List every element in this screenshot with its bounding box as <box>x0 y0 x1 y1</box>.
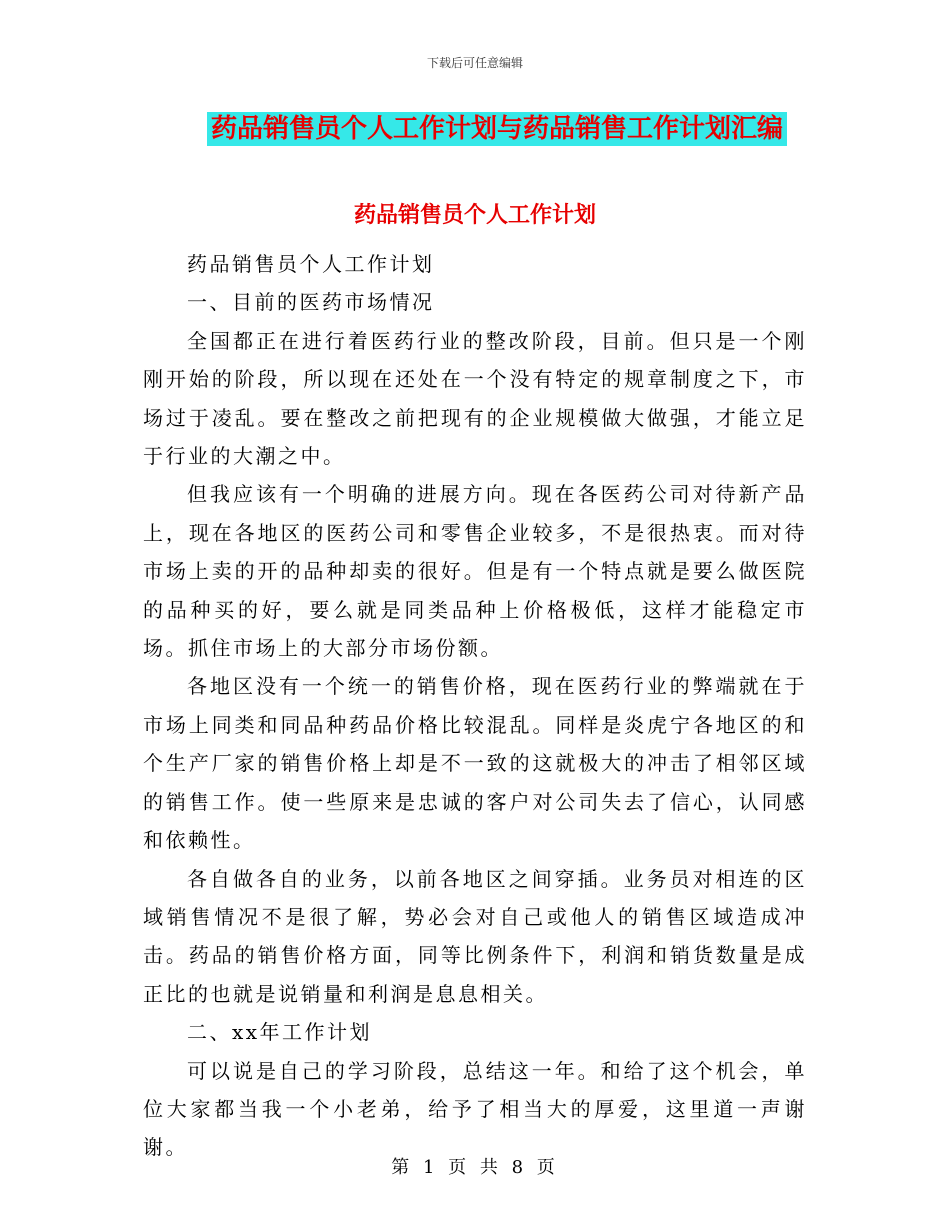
paragraph: 可以说是自己的学习阶段，总结这一年。和给了这个机会，单位大家都当我一个小老弟，给予了相当大的厚爱，这里道一声谢谢。 <box>143 1058 807 1160</box>
paragraph: 全国都正在进行着医药行业的整改阶段，目前。但只是一个刚刚开始的阶段，所以现在还处在一个没有特定的规章制度之下，市场过于凌乱。要在整改之前把现有的企业规模做大做强，才能立足于行业的大潮之中。 <box>143 328 807 469</box>
paragraph: 各地区没有一个统一的销售价格，现在医药行业的弊端就在于市场上同类和同品种药品价格比较混乱。同样是炎虎宁各地区的和个生产厂家的销售价格上却是不一致的这就极大的冲击了相邻区域的销售工作。使一些原来是忠诚的客户对公司失去了信心，认同感和依赖性。 <box>143 674 807 853</box>
section-heading-1: 一、目前的医药市场情况 <box>187 290 435 315</box>
paragraph: 各自做各自的业务，以前各地区之间穿插。业务员对相连的区域销售情况不是很了解，势必会对自己或他人的销售区域造成冲击。药品的销售价格方面，同等比例条件下，利润和销货数量是成正比的也就是说销量和利润是息息相关。 <box>143 866 807 1006</box>
header-note: 下载后可任意编辑 <box>426 56 523 70</box>
paragraph-heading: 药品销售员个人工作计划 <box>187 252 435 276</box>
main-title-container <box>0 112 950 146</box>
paragraph: 但我应该有一个明确的进展方向。现在各医药公司对待新产品上，现在各地区的医药公司和零售企业较多，不是很热衷。而对待市场上卖的开的品种却卖的很好。但是有一个特点就是要么做医院的品种买的好，要么就是同类品种上价格极低，这样才能稳定市场。抓住市场上的大部分市场份额。 <box>143 482 807 661</box>
section-title: 药品销售员个人工作计划 <box>353 203 596 228</box>
main-title: 药品销售员个人工作计划与药品销售工作计划汇编 <box>207 112 787 146</box>
page-number: 第 1 页 共 8 页 <box>391 1157 559 1178</box>
document-body <box>143 245 807 1167</box>
section-heading-2: 二、xx年工作计划 <box>187 1020 373 1045</box>
